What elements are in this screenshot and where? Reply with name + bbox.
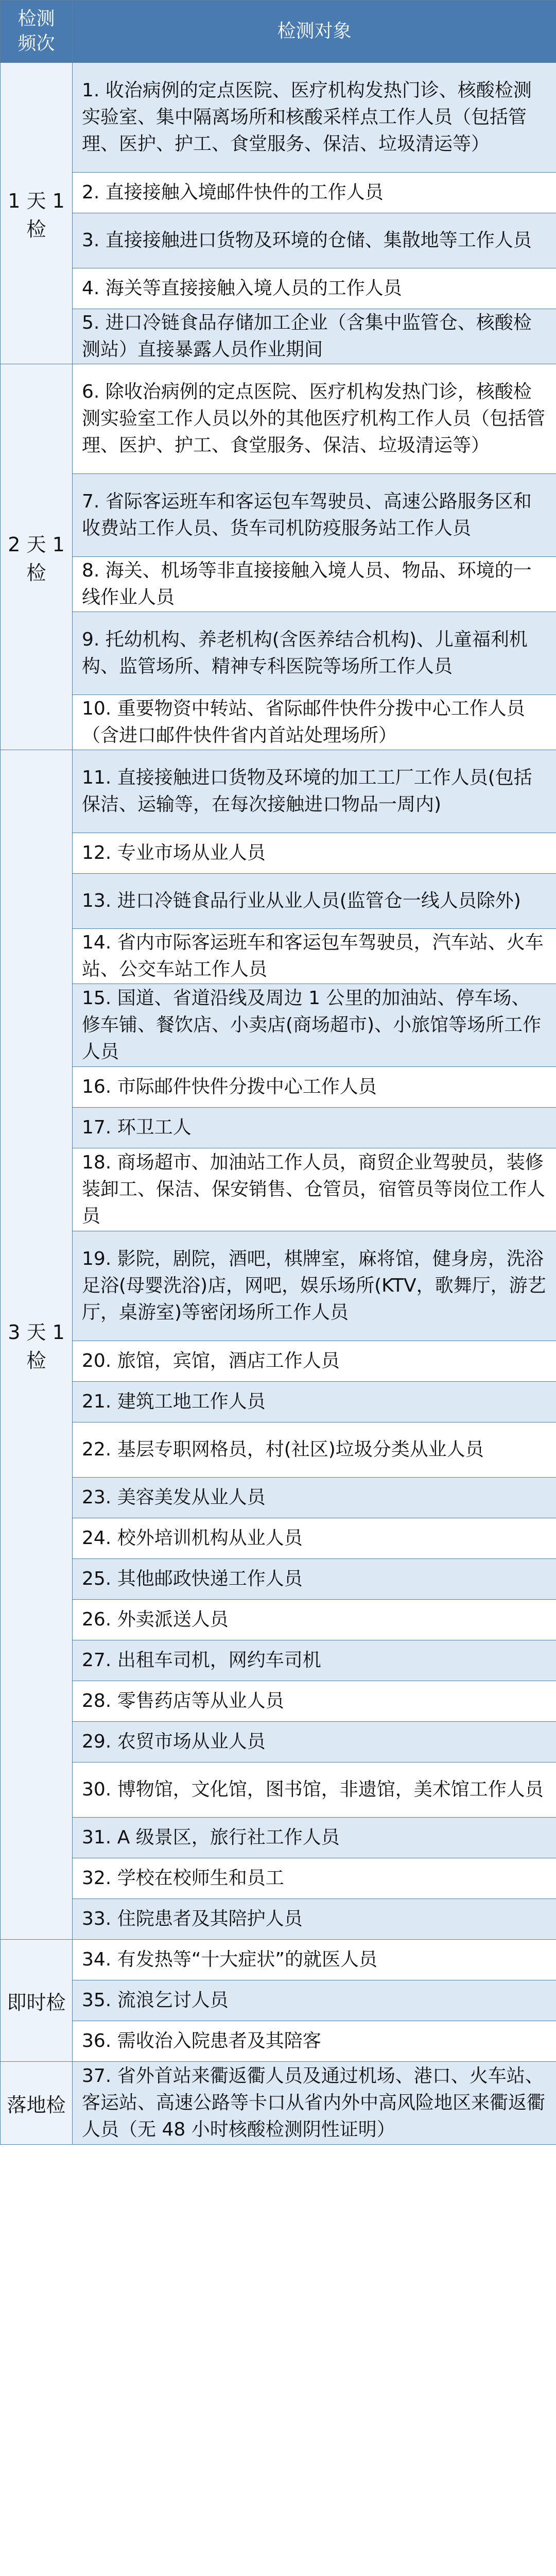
table-row — [1, 474, 556, 557]
frequency-cell: 落地检 — [1, 2062, 73, 2145]
target-cell: 23. 美容美发从业人员 — [73, 1478, 556, 1518]
target-cell: 25. 其他邮政快递工作人员 — [73, 1559, 556, 1600]
target-cell: 34. 有发热等“十大症状”的就医人员 — [73, 1940, 556, 1980]
target-cell: 28. 零售药店等从业人员 — [73, 1681, 556, 1722]
table-row — [1, 2062, 556, 2145]
table-row — [1, 1422, 556, 1478]
target-cell: 1. 收治病例的定点医院、医疗机构发热门诊、核酸检测实验室、集中隔离场所和核酸采样点工作人员（包括管理、医护、护工、食堂服务、保洁、垃圾清运等） — [73, 63, 556, 173]
table-row — [1, 1762, 556, 1818]
table-row — [1, 1600, 556, 1640]
header-frequency — [1, 1, 73, 63]
frequency-cell: 即时检 — [1, 1940, 73, 2062]
target-cell: 12. 专业市场从业人员 — [73, 833, 556, 874]
target-cell: 6. 除收治病例的定点医院、医疗机构发热门诊，核酸检测实验室工作人员以外的其他医疗机构工作人员（包括管理、医护、护工、食堂服务、保洁、垃圾清运等） — [73, 364, 556, 474]
table-row — [1, 1108, 556, 1148]
target-cell: 19. 影院，剧院，酒吧，棋牌室，麻将馆，健身房，洗浴足浴(母婴洗浴)店，网吧，娱乐场所(KTV，歌舞厅，游艺厅，桌游室)等密闭场所工作人员 — [73, 1231, 556, 1341]
target-cell: 20. 旅馆，宾馆，酒店工作人员 — [73, 1341, 556, 1382]
target-cell: 21. 建筑工地工作人员 — [73, 1382, 556, 1422]
table-row — [1, 1148, 556, 1231]
target-cell: 27. 出租车司机，网约车司机 — [73, 1640, 556, 1681]
target-cell: 18. 商场超市、加油站工作人员，商贸企业驾驶员，装修装卸工、保洁、保安销售、仓管员，宿管员等岗位工作人员 — [73, 1148, 556, 1231]
target-cell: 5. 进口冷链食品存储加工企业（含集中监管仓、核酸检测站）直接暴露人员作业期间 — [73, 309, 556, 364]
target-cell: 37. 省外首站来衢返衢人员及通过机场、港口、火车站、客运站、高速公路等卡口从省内外中高风险地区来衢返衢人员（无 48 小时核酸检测阴性证明） — [73, 2062, 556, 2145]
header-frequency-line1: 检测 — [18, 8, 55, 29]
table-row — [1, 612, 556, 695]
table-row — [1, 695, 556, 750]
table-row — [1, 268, 556, 309]
target-cell: 36. 需收治入院患者及其陪客 — [73, 2021, 556, 2062]
table-row — [1, 1559, 556, 1600]
target-cell: 26. 外卖派送人员 — [73, 1600, 556, 1640]
target-cell: 13. 进口冷链食品行业从业人员(监管仓一线人员除外) — [73, 874, 556, 929]
table-row — [1, 929, 556, 984]
table-row — [1, 833, 556, 874]
table-row — [1, 1231, 556, 1341]
target-cell: 9. 托幼机构、养老机构(含医养结合机构)、儿童福利机构、监管场所、精神专科医院等场所工作人员 — [73, 612, 556, 695]
target-cell: 31. A 级景区，旅行社工作人员 — [73, 1818, 556, 1858]
target-cell: 14. 省内市际客运班车和客运包车驾驶员，汽车站、火车站、公交车站工作人员 — [73, 929, 556, 984]
header-frequency-line2: 频次 — [18, 33, 55, 54]
table-row — [1, 874, 556, 929]
target-cell: 4. 海关等直接接触入境人员的工作人员 — [73, 268, 556, 309]
target-cell: 16. 市际邮件快件分拨中心工作人员 — [73, 1067, 556, 1108]
target-cell: 3. 直接接触进口货物及环境的仓储、集散地等工作人员 — [73, 213, 556, 268]
target-cell: 32. 学校在校师生和员工 — [73, 1858, 556, 1899]
target-cell: 22. 基层专职网格员，村(社区)垃圾分类从业人员 — [73, 1422, 556, 1478]
frequency-cell: 3 天 1 检 — [1, 750, 73, 1940]
target-cell: 2. 直接接触入境邮件快件的工作人员 — [73, 173, 556, 213]
table-row — [1, 1858, 556, 1899]
frequency-cell: 2 天 1 检 — [1, 364, 73, 750]
frequency-cell: 1 天 1 检 — [1, 63, 73, 364]
header-target: 检测对象 — [73, 1, 556, 63]
table-row — [1, 1341, 556, 1382]
table-row — [1, 2021, 556, 2062]
table-row — [1, 1899, 556, 1940]
target-cell: 24. 校外培训机构从业人员 — [73, 1518, 556, 1559]
target-cell: 30. 博物馆，文化馆，图书馆，非遗馆，美术馆工作人员 — [73, 1762, 556, 1818]
target-cell: 29. 农贸市场从业人员 — [73, 1722, 556, 1762]
table-row — [1, 1640, 556, 1681]
target-cell: 10. 重要物资中转站、省际邮件快件分拨中心工作人员（含进口邮件快件省内首站处理场所） — [73, 695, 556, 750]
table-row — [1, 984, 556, 1067]
table-row — [1, 1722, 556, 1762]
target-cell: 35. 流浪乞讨人员 — [73, 1980, 556, 2021]
table-row — [1, 750, 556, 833]
table-row — [1, 1518, 556, 1559]
target-cell: 7. 省际客运班车和客运包车驾驶员、高速公路服务区和收费站工作人员、货车司机防疫服务站工作人员 — [73, 474, 556, 557]
table-row — [1, 1818, 556, 1858]
target-cell: 8. 海关、机场等非直接接触入境人员、物品、环境的一线作业人员 — [73, 557, 556, 612]
table-row — [1, 1067, 556, 1108]
target-cell: 17. 环卫工人 — [73, 1108, 556, 1148]
table-row — [1, 557, 556, 612]
table-row — [1, 63, 556, 173]
table-header-row — [1, 1, 556, 63]
target-cell: 11. 直接接触进口货物及环境的加工工厂工作人员(包括保洁、运输等，在每次接触进口物品一周内) — [73, 750, 556, 833]
table-row — [1, 1382, 556, 1422]
table-row — [1, 1478, 556, 1518]
table-row — [1, 309, 556, 364]
table-row — [1, 1681, 556, 1722]
table-row — [1, 364, 556, 474]
table-row — [1, 1940, 556, 1980]
table-row — [1, 173, 556, 213]
target-cell: 33. 住院患者及其陪护人员 — [73, 1899, 556, 1940]
table-row — [1, 213, 556, 268]
target-cell: 15. 国道、省道沿线及周边 1 公里的加油站、停车场、修车铺、餐饮店、小卖店(商场超市)、小旅馆等场所工作人员 — [73, 984, 556, 1067]
table-row — [1, 1980, 556, 2021]
